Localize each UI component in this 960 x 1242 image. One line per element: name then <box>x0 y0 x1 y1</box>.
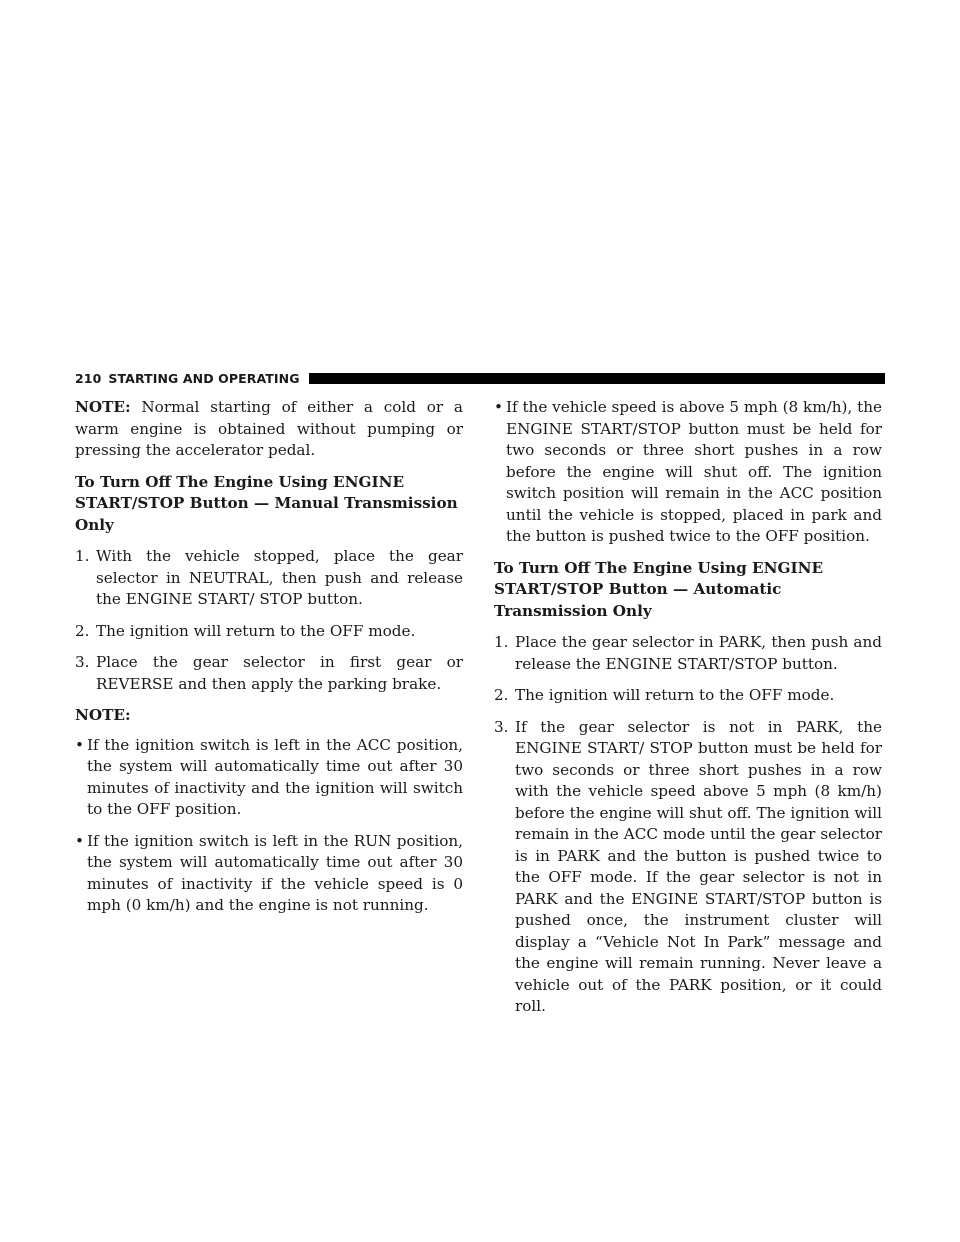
bullet-text: If the vehicle speed is above 5 mph (8 km/h), the ENGINE START/STOP button must be held for two seconds or three short pushes in a row before the engine will shut off. The ignition switch position will remain in the ACC position until the vehicle is stopped, placed in park and the button is pushed twice to the OFF position. <box>506 398 882 545</box>
note-text: Normal starting of either a cold or a warm engine is obtained without pumping or pressing the accelerator pedal. <box>75 398 463 459</box>
section-heading: To Turn Off The Engine Using ENGINE START/STOP Button — Automatic Transmission Only <box>494 558 824 620</box>
list-item <box>494 632 882 675</box>
right-column <box>494 397 882 1028</box>
page-number: 210 <box>75 370 102 386</box>
bullet-item <box>494 397 882 548</box>
item-text: The ignition will return to the OFF mode. <box>96 621 416 640</box>
bullet-icon: • <box>75 831 84 850</box>
list-item <box>75 546 463 611</box>
intro-note <box>75 397 463 462</box>
header-rule <box>309 373 885 384</box>
item-text: Place the gear selector in first gear or REVERSE and then apply the parking brake. <box>96 653 463 693</box>
section-title: STARTING AND OPERATING <box>108 370 300 386</box>
item-number: 3. <box>75 653 90 671</box>
list-item <box>494 717 882 1018</box>
item-number: 1. <box>75 547 90 565</box>
item-number: 3. <box>494 717 509 736</box>
item-number: 1. <box>494 633 509 651</box>
list-item <box>75 652 463 695</box>
section-heading: To Turn Off The Engine Using ENGINE START/STOP Button — Manual Transmission Only <box>75 472 458 534</box>
bullet-item <box>75 735 463 821</box>
bullet-text: If the ignition switch is left in the RUN position, the system will automatically time out after 30 minutes of inactivity if the vehicle speed is 0 mph (0 km/h) and the engine is not running. <box>87 831 463 914</box>
bullet-icon: • <box>75 735 84 754</box>
left-column <box>75 397 463 927</box>
list-item <box>494 685 882 707</box>
item-text: If the gear selector is not in PARK, the ENGINE START/ STOP button must be held for two seconds or three short pushes in a row with the vehicle speed above 5 mph (8 km/h) before the engine will shut off. The ignition will remain in the ACC mode until the gear selector is in PARK and the button is pushed twice to the OFF mode. If the gear selector is not in PARK and the ENGINE START/STOP button is pushed once, the instrument cluster will display a “Vehicle Not In Park” message and the engine will remain running. Never leave a vehicle out of the PARK position, or it could roll. <box>515 717 882 1015</box>
item-number: 2. <box>494 686 509 704</box>
bullet-item <box>75 831 463 917</box>
item-text: Place the gear selector in PARK, then push and release the ENGINE START/STOP button. <box>515 633 882 673</box>
item-text: The ignition will return to the OFF mode. <box>515 686 835 704</box>
list-item <box>75 621 463 643</box>
item-number: 2. <box>75 621 90 640</box>
bullet-text: If the ignition switch is left in the ACC position, the system will automatically time out after 30 minutes of inactivity and the ignition will switch to the OFF position. <box>87 735 463 818</box>
item-text: With the vehicle stopped, place the gear selector in NEUTRAL, then push and release the ENGINE START/ STOP button. <box>96 547 463 608</box>
note-heading: NOTE: <box>75 706 131 724</box>
note-label: NOTE: <box>75 398 131 416</box>
bullet-icon: • <box>494 398 503 416</box>
page-header <box>75 370 885 386</box>
